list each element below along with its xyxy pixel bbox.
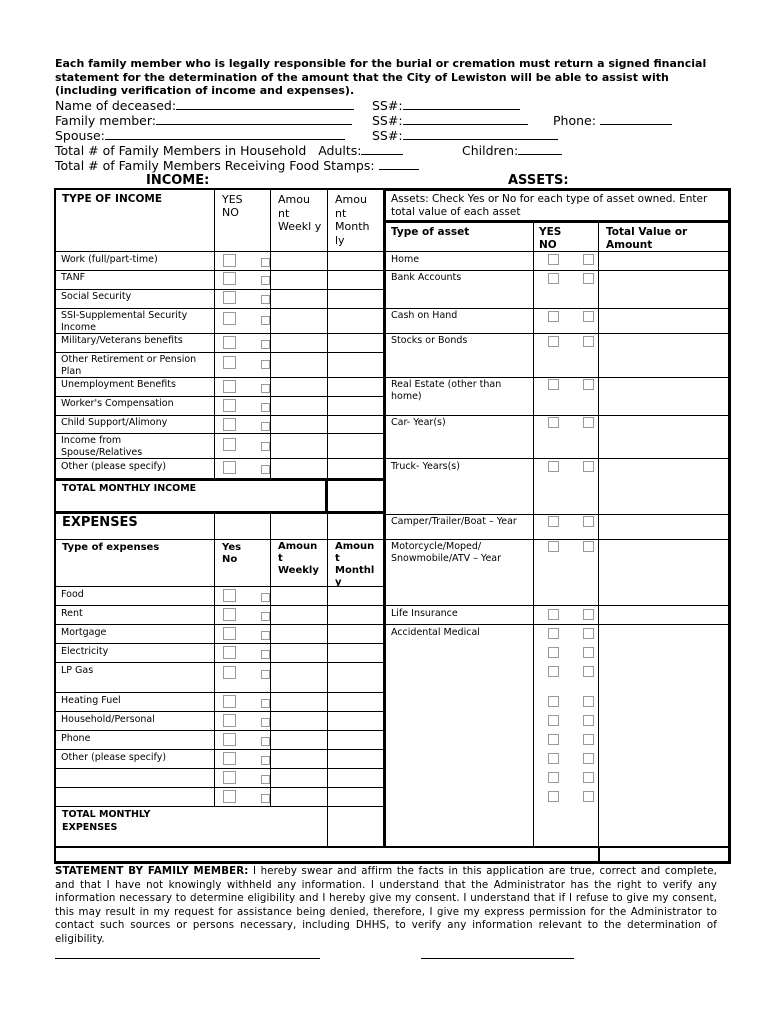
asset-row-label: Stocks or Bonds <box>391 335 468 346</box>
yes-checkbox[interactable] <box>223 733 236 746</box>
asset-row-label: Camper/Trailer/Boat – Year <box>391 516 517 527</box>
yes-checkbox[interactable] <box>223 646 236 659</box>
no-checkbox[interactable] <box>583 516 594 527</box>
no-checkbox[interactable] <box>583 791 594 802</box>
no-checkbox[interactable] <box>583 379 594 390</box>
no-checkbox[interactable] <box>583 772 594 783</box>
name-input-line[interactable] <box>176 98 354 110</box>
yes-checkbox[interactable] <box>548 273 559 284</box>
expense-row-label: Phone <box>61 733 91 744</box>
assets-heading: ASSETS: <box>508 173 569 188</box>
no-checkbox[interactable] <box>261 631 270 640</box>
yes-checkbox[interactable] <box>548 628 559 639</box>
expense-row-label: Food <box>61 589 84 600</box>
yes-checkbox[interactable] <box>548 791 559 802</box>
no-checkbox[interactable] <box>261 794 270 803</box>
yes-checkbox[interactable] <box>223 589 236 602</box>
no-checkbox[interactable] <box>261 276 270 285</box>
date-line[interactable] <box>421 958 574 959</box>
income-row-label: Unemployment Benefits <box>61 379 176 390</box>
yes-checkbox[interactable] <box>223 608 236 621</box>
income-col-yes: YES <box>222 193 243 206</box>
yes-checkbox[interactable] <box>223 399 236 412</box>
no-checkbox[interactable] <box>261 340 270 349</box>
no-checkbox[interactable] <box>261 718 270 727</box>
family-input-line[interactable] <box>156 113 352 125</box>
no-checkbox[interactable] <box>261 670 270 679</box>
household-field-row <box>55 143 403 158</box>
yes-checkbox[interactable] <box>548 254 559 265</box>
no-checkbox[interactable] <box>261 650 270 659</box>
yes-checkbox[interactable] <box>548 417 559 428</box>
no-checkbox[interactable] <box>583 628 594 639</box>
income-total-label: TOTAL MONTHLY INCOME <box>62 483 197 494</box>
expenses-heading: EXPENSES <box>62 515 138 530</box>
yes-checkbox[interactable] <box>223 254 236 267</box>
income-row-label: Other (please specify) <box>61 461 167 472</box>
yes-checkbox[interactable] <box>548 696 559 707</box>
no-checkbox[interactable] <box>261 422 270 431</box>
no-checkbox[interactable] <box>261 316 270 325</box>
income-row-label: Child Support/Alimony <box>61 417 168 428</box>
no-checkbox[interactable] <box>261 258 270 267</box>
yes-checkbox[interactable] <box>223 272 236 285</box>
ss-input-line[interactable] <box>403 98 520 110</box>
no-checkbox[interactable] <box>261 442 270 451</box>
yes-checkbox[interactable] <box>548 336 559 347</box>
yes-checkbox[interactable] <box>548 734 559 745</box>
yes-checkbox[interactable] <box>548 666 559 677</box>
no-checkbox[interactable] <box>261 775 270 784</box>
no-checkbox[interactable] <box>583 311 594 322</box>
phone-input-line[interactable] <box>600 113 672 125</box>
no-checkbox[interactable] <box>261 756 270 765</box>
yes-checkbox[interactable] <box>223 752 236 765</box>
no-checkbox[interactable] <box>261 699 270 708</box>
income-row-label: SSI-Supplemental Security Income <box>61 310 188 333</box>
ss-input-line[interactable] <box>403 128 558 140</box>
spouse-label: Spouse: <box>55 128 105 143</box>
income-row-label: Military/Veterans benefits <box>61 335 183 346</box>
asset-row-label: Home <box>391 254 420 265</box>
yes-checkbox[interactable] <box>548 311 559 322</box>
yes-checkbox[interactable] <box>223 336 236 349</box>
expense-row-label: Rent <box>61 608 83 619</box>
assets-instructions: Assets: Check Yes or No for each type of asset owned. Enter total value of each asset <box>391 193 708 218</box>
no-checkbox[interactable] <box>583 254 594 265</box>
ss-label: SS#: <box>372 128 403 143</box>
expenses-col-type: Type of expenses <box>62 542 160 553</box>
assets-col-value: Total Value or Amount <box>606 226 688 251</box>
expenses-col-yes: Yes <box>222 542 242 553</box>
no-checkbox[interactable] <box>583 734 594 745</box>
asset-row-label: Real Estate (other than home) <box>391 379 502 402</box>
children-label: Children: <box>462 143 519 158</box>
income-heading: INCOME: <box>146 173 210 188</box>
expenses-col-no: No <box>222 554 238 565</box>
income-col-weekly: Amou nt Weekl y <box>278 193 322 233</box>
ss-label: SS#: <box>372 113 403 128</box>
expense-row-label: LP Gas <box>61 665 94 676</box>
yes-checkbox[interactable] <box>223 695 236 708</box>
phone-field <box>553 113 672 128</box>
no-checkbox[interactable] <box>583 417 594 428</box>
intro-text: Each family member who is legally responsible for the burial or cremation must return a signed financial statement for the determination of the amount that the City of Lewiston will be able to assist with (including verification of income and expenses). <box>55 57 707 97</box>
children-field <box>462 143 562 158</box>
no-checkbox[interactable] <box>583 647 594 658</box>
no-checkbox[interactable] <box>583 336 594 347</box>
income-row-label: Social Security <box>61 291 132 302</box>
assets-col-type: Type of asset <box>391 226 470 238</box>
asset-row-label: Cash on Hand <box>391 310 458 321</box>
yes-checkbox[interactable] <box>223 312 236 325</box>
household-label: Total # of Family Members in Household <box>55 143 307 158</box>
expenses-col-monthly: Amoun t Monthl y <box>335 541 375 588</box>
children-input-line[interactable] <box>518 143 562 155</box>
yes-checkbox[interactable] <box>548 516 559 527</box>
no-checkbox[interactable] <box>261 612 270 621</box>
no-checkbox[interactable] <box>583 666 594 677</box>
yes-checkbox[interactable] <box>548 609 559 620</box>
yes-checkbox[interactable] <box>548 753 559 764</box>
no-checkbox[interactable] <box>583 461 594 472</box>
yes-checkbox[interactable] <box>548 379 559 390</box>
no-checkbox[interactable] <box>261 737 270 746</box>
no-checkbox[interactable] <box>583 541 594 552</box>
spouse-field-row <box>55 128 345 143</box>
phone-label: Phone: <box>553 113 596 128</box>
assets-col-no: NO <box>539 239 557 251</box>
income-row-label: TANF <box>61 272 86 283</box>
adults-input-line[interactable] <box>361 143 403 155</box>
yes-checkbox[interactable] <box>223 771 236 784</box>
yes-checkbox[interactable] <box>223 356 236 369</box>
yes-checkbox[interactable] <box>223 790 236 803</box>
yes-checkbox[interactable] <box>548 541 559 552</box>
income-row-label: Other Retirement or Pension Plan <box>61 354 197 377</box>
yes-checkbox[interactable] <box>223 714 236 727</box>
asset-row-label: Motorcycle/Moped/ Snowmobile/ATV – Year <box>391 541 502 564</box>
income-col-no: NO <box>222 206 239 219</box>
statement <box>55 865 717 946</box>
yes-checkbox[interactable] <box>548 647 559 658</box>
income-row-label: Work (full/part-time) <box>61 254 158 265</box>
ss-label: SS#: <box>372 98 403 113</box>
asset-row-label: Truck- Years(s) <box>391 461 460 472</box>
income-row-label: Income from Spouse/Relatives <box>61 435 143 458</box>
ss-field-1 <box>372 98 520 113</box>
yes-checkbox[interactable] <box>223 627 236 640</box>
yes-checkbox[interactable] <box>223 291 236 304</box>
adults-label: Adults: <box>318 143 362 158</box>
no-checkbox[interactable] <box>583 753 594 764</box>
no-checkbox[interactable] <box>583 715 594 726</box>
ss-input-line[interactable] <box>403 113 528 125</box>
no-checkbox[interactable] <box>261 593 270 602</box>
yes-checkbox[interactable] <box>548 772 559 783</box>
expense-row-label: Household/Personal <box>61 714 155 725</box>
no-checkbox[interactable] <box>583 273 594 284</box>
asset-row-label: Bank Accounts <box>391 272 462 283</box>
no-checkbox[interactable] <box>261 360 270 369</box>
yes-checkbox[interactable] <box>548 715 559 726</box>
ss-field-2 <box>372 113 528 128</box>
expenses-col-weekly: Amoun t Weekly <box>278 541 319 576</box>
signature-line[interactable] <box>55 958 320 959</box>
no-checkbox[interactable] <box>261 403 270 412</box>
family-label: Family member: <box>55 113 156 128</box>
foodstamps-field-row <box>55 158 419 173</box>
yes-checkbox[interactable] <box>548 461 559 472</box>
foodstamps-label: Total # of Family Members Receiving Food Stamps: <box>55 158 375 173</box>
foodstamps-input-line[interactable] <box>379 158 419 170</box>
no-checkbox[interactable] <box>261 465 270 474</box>
expenses-total-label: TOTAL MONTHLY EXPENSES <box>62 809 151 833</box>
no-checkbox[interactable] <box>583 696 594 707</box>
income-col-type: TYPE OF INCOME <box>62 193 162 205</box>
name-label: Name of deceased: <box>55 98 177 113</box>
spouse-input-line[interactable] <box>105 128 345 140</box>
yes-checkbox[interactable] <box>223 438 236 451</box>
income-row-label: Worker's Compensation <box>61 398 174 409</box>
income-col-monthly: Amou nt Month ly <box>335 193 370 247</box>
yes-checkbox[interactable] <box>223 666 236 679</box>
yes-checkbox[interactable] <box>223 461 236 474</box>
yes-checkbox[interactable] <box>223 380 236 393</box>
asset-row-label: Accidental Medical <box>391 627 480 638</box>
no-checkbox[interactable] <box>261 295 270 304</box>
assets-col-yes: YES <box>539 226 562 238</box>
expense-row-label: Electricity <box>61 646 109 657</box>
no-checkbox[interactable] <box>583 609 594 620</box>
asset-row-label: Car- Year(s) <box>391 417 446 428</box>
expense-row-label: Mortgage <box>61 627 107 638</box>
expense-row-label: Heating Fuel <box>61 695 121 706</box>
family-field-row <box>55 113 352 128</box>
statement-text: I hereby swear and affirm the facts in this application are true, correct and complete, and that I have not knowingly withheld any information. I understand that the Administrator has the right to verify any information necessary to determine eligibility and I hereby give my consent. I understand that if I refuse to give my consent, this may result in my request for assistance being denied, therefore, I give my express permission for the Administrator to contact such sources or persons necessary, including DHHS, to verify any information relevant to the determination of eligibility. <box>55 866 717 945</box>
yes-checkbox[interactable] <box>223 418 236 431</box>
no-checkbox[interactable] <box>261 384 270 393</box>
expense-row-label: Other (please specify) <box>61 752 167 763</box>
statement-label: STATEMENT BY FAMILY MEMBER: <box>55 866 249 877</box>
ss-field-3 <box>372 128 558 143</box>
asset-row-label: Life Insurance <box>391 608 458 619</box>
name-field-row <box>55 98 354 113</box>
